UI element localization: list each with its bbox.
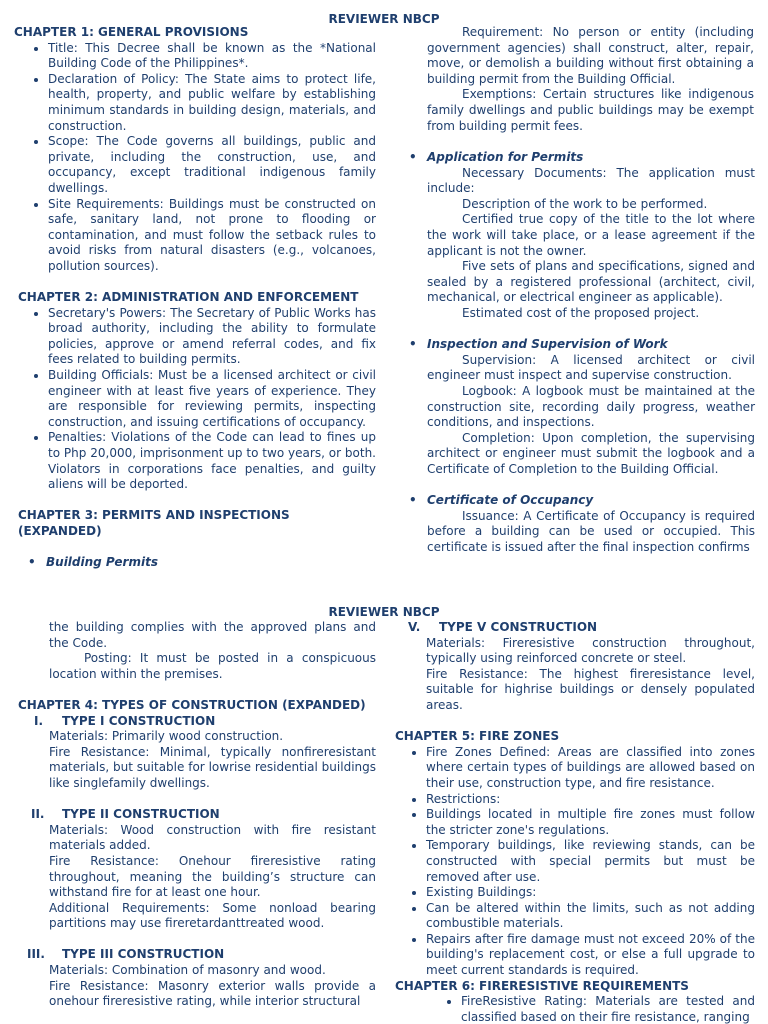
paragraph: Description of the work to be performed. <box>462 196 708 211</box>
right-column <box>427 25 754 150</box>
subsection-building-permits <box>14 555 376 571</box>
chapter-5-list <box>395 745 755 979</box>
chapter-1-list <box>14 41 376 275</box>
list-item: • Building Officials: Must be a licensed architect or civil engineer with at least five years of experience. They are responsible for reviewing permits, inspecting construction, and issuing certifications of occupancy. <box>48 368 376 430</box>
roman-numeral: II. <box>31 807 45 822</box>
bullet-icon: • <box>409 337 417 352</box>
type-3-heading <box>14 947 376 963</box>
roman-numeral: V. <box>408 620 421 634</box>
list-item: • Fire Zones Defined: Areas are classified into zones where certain types of buildings are allowed based on their use, construction type, and fire resistance. <box>426 745 755 792</box>
list-item: • Buildings located in multiple fire zones must follow the stricter zone's regulations. <box>426 807 755 838</box>
paragraph-exemptions: Exemptions: Certain structures like indigenous family dwellings and public buildings may be exempt from building permit fees. <box>427 87 754 133</box>
bullet-icon: • <box>28 555 36 570</box>
list-item: • FireResistive Rating: Materials are tested and classified based on their fire resistance, ranging <box>461 994 755 1024</box>
chapter-6-list <box>395 994 755 1024</box>
right-column-sections <box>395 150 755 555</box>
type-title: TYPE III CONSTRUCTION <box>62 947 225 962</box>
left-column <box>14 25 376 571</box>
paragraph: Five sets of plans and specifications, signed and sealed by a registered professional (architect, civil, mechanical, or electrical engineer as applicable). <box>427 259 755 305</box>
type-title: TYPE I CONSTRUCTION <box>62 713 216 728</box>
paragraph: Materials: Primarily wood construction. <box>49 729 284 744</box>
paragraph-posting: Posting: It must be posted in a conspicuous location within the premises. <box>49 651 376 681</box>
paragraph: Fire Resistance: The highest fireresistance level, suitable for highrise buildings or densely populated areas. <box>426 666 755 712</box>
paragraph: Materials: Combination of masonry and wood. <box>49 963 326 978</box>
list-item: • Penalties: Violations of the Code can lead to fines up to Php 20,000, imprisonment up to two years, or both. Violators in corporations face penalties, and guilty aliens will be deported. <box>48 430 376 492</box>
page-header: REVIEWER NBCP <box>328 12 440 26</box>
roman-numeral: III. <box>27 947 45 962</box>
bullet-icon: • <box>409 150 417 164</box>
bullet-icon: • <box>409 493 417 508</box>
list-item: • Repairs after fire damage must not exceed 20% of the building's replacement cost, or else a full upgrade to meet current standards is required. <box>426 932 755 979</box>
paragraph: Materials: Fireresistive construction throughout, typically using reinforced concrete or steel. <box>426 635 755 666</box>
subsection-title: Application for Permits <box>427 150 584 164</box>
list-item: • Can be altered within the limits, such as not adding combustible materials. <box>426 901 755 932</box>
list-item: • Title: This Decree shall be known as the *National Building Code of the Philippines*. <box>48 41 376 72</box>
left-column <box>14 620 376 1010</box>
chapter-2-title: CHAPTER 2: ADMINISTRATION AND ENFORCEMENT <box>18 290 359 305</box>
paragraph: Estimated cost of the proposed project. <box>462 305 700 320</box>
paragraph: Additional Requirements: Some nonload bearing partitions may use fireretardanttreated wood. <box>49 900 376 931</box>
subsection-inspection <box>395 337 755 353</box>
right-column <box>395 620 755 1024</box>
paragraph: Fire Resistance: Minimal, typically nonfireresistant materials, but suitable for lowrise residential buildings like singlefamily dwellings. <box>49 744 376 790</box>
paragraph: Logbook: A logbook must be maintained at the construction site, recording daily progress, weather conditions, and inspections. <box>427 383 755 430</box>
type-2-heading <box>14 807 376 823</box>
paragraph: Fire Resistance: Masonry exterior walls provide a onehour fireresistive rating, while interior structural <box>49 978 376 1009</box>
list-item: • Restrictions: <box>426 792 755 808</box>
chapter-2-list <box>14 306 376 493</box>
list-item: • Scope: The Code governs all buildings, public and private, including the construction, use, and occupancy, except traditional indigenous family dwellings. <box>48 134 376 196</box>
roman-numeral: I. <box>34 713 44 728</box>
subsection-occupancy <box>395 493 755 509</box>
list-item: • Secretary's Powers: The Secretary of Public Works has broad authority, including the ability to formulate policies, approve or amend referral codes, and fix fees related to building permits. <box>48 306 376 368</box>
type-1-heading <box>14 714 376 730</box>
page-2 <box>0 605 768 1024</box>
paragraph-issuance: Issuance: A Certificate of Occupancy is required before a building can be used or occupied. This certificate is issued after the final inspection confirms <box>427 508 755 554</box>
chapter-3-title: CHAPTER 3: PERMITS AND INSPECTIONS (EXPANDED) <box>18 508 290 538</box>
list-item: • Existing Buildings: <box>426 885 755 901</box>
paragraph: Fire Resistance: Onehour fireresistive rating throughout, meaning the building’s structure can withstand fire for at least one hour. <box>49 853 376 900</box>
chapter-5-title: CHAPTER 5: FIRE ZONES <box>395 729 560 744</box>
list-item: • Temporary buildings, like reviewing stands, can be constructed with special permits but must be removed after use. <box>426 838 755 885</box>
subsection-application <box>395 150 755 166</box>
paragraph: Completion: Upon completion, the supervising architect or engineer must submit the logbook and a Certificate of Completion to the Building Official. <box>427 430 755 476</box>
page-header: REVIEWER NBCP <box>328 605 440 619</box>
subsection-title: Building Permits <box>46 555 158 570</box>
paragraph: Materials: Wood construction with fire resistant materials added. <box>49 822 376 853</box>
type-title: TYPE II CONSTRUCTION <box>62 807 220 822</box>
paragraph: Necessary Documents: The application must include: <box>427 165 755 196</box>
type-5-heading <box>395 620 755 636</box>
list-item: • Site Requirements: Buildings must be constructed on safe, sanitary land, not prone to flooding or contamination, and must follow the setback rules to avoid risks from natural disasters (e.g., volcanoes, pollution sources). <box>48 197 376 275</box>
paragraph: Supervision: A licensed architect or civil engineer must inspect and supervise construction. <box>427 352 755 383</box>
subsection-title: Inspection and Supervision of Work <box>427 337 668 352</box>
type-title: TYPE V CONSTRUCTION <box>439 620 598 634</box>
paragraph-continued: the building complies with the approved plans and the Code. <box>49 620 376 650</box>
paragraph-requirement: Requirement: No person or entity (including government agencies) shall construct, alter, repair, move, or demolish a building without first obtaining a building permit from the Building Official. <box>427 25 754 86</box>
paragraph: Certified true copy of the title to the lot where the work will take place, or a lease agreement if the applicant is not the owner. <box>427 212 755 258</box>
chapter-4-title: CHAPTER 4: TYPES OF CONSTRUCTION (EXPANDED) <box>18 697 366 712</box>
chapter-1-title: CHAPTER 1: GENERAL PROVISIONS <box>14 25 249 39</box>
chapter-6-title: CHAPTER 6: FIRERESISTIVE REQUIREMENTS <box>395 978 689 993</box>
list-item: • Declaration of Policy: The State aims to protect life, health, property, and public welfare by establishing minimum standards in building design, materials, and construction. <box>48 72 376 134</box>
subsection-title: Certificate of Occupancy <box>427 493 594 508</box>
